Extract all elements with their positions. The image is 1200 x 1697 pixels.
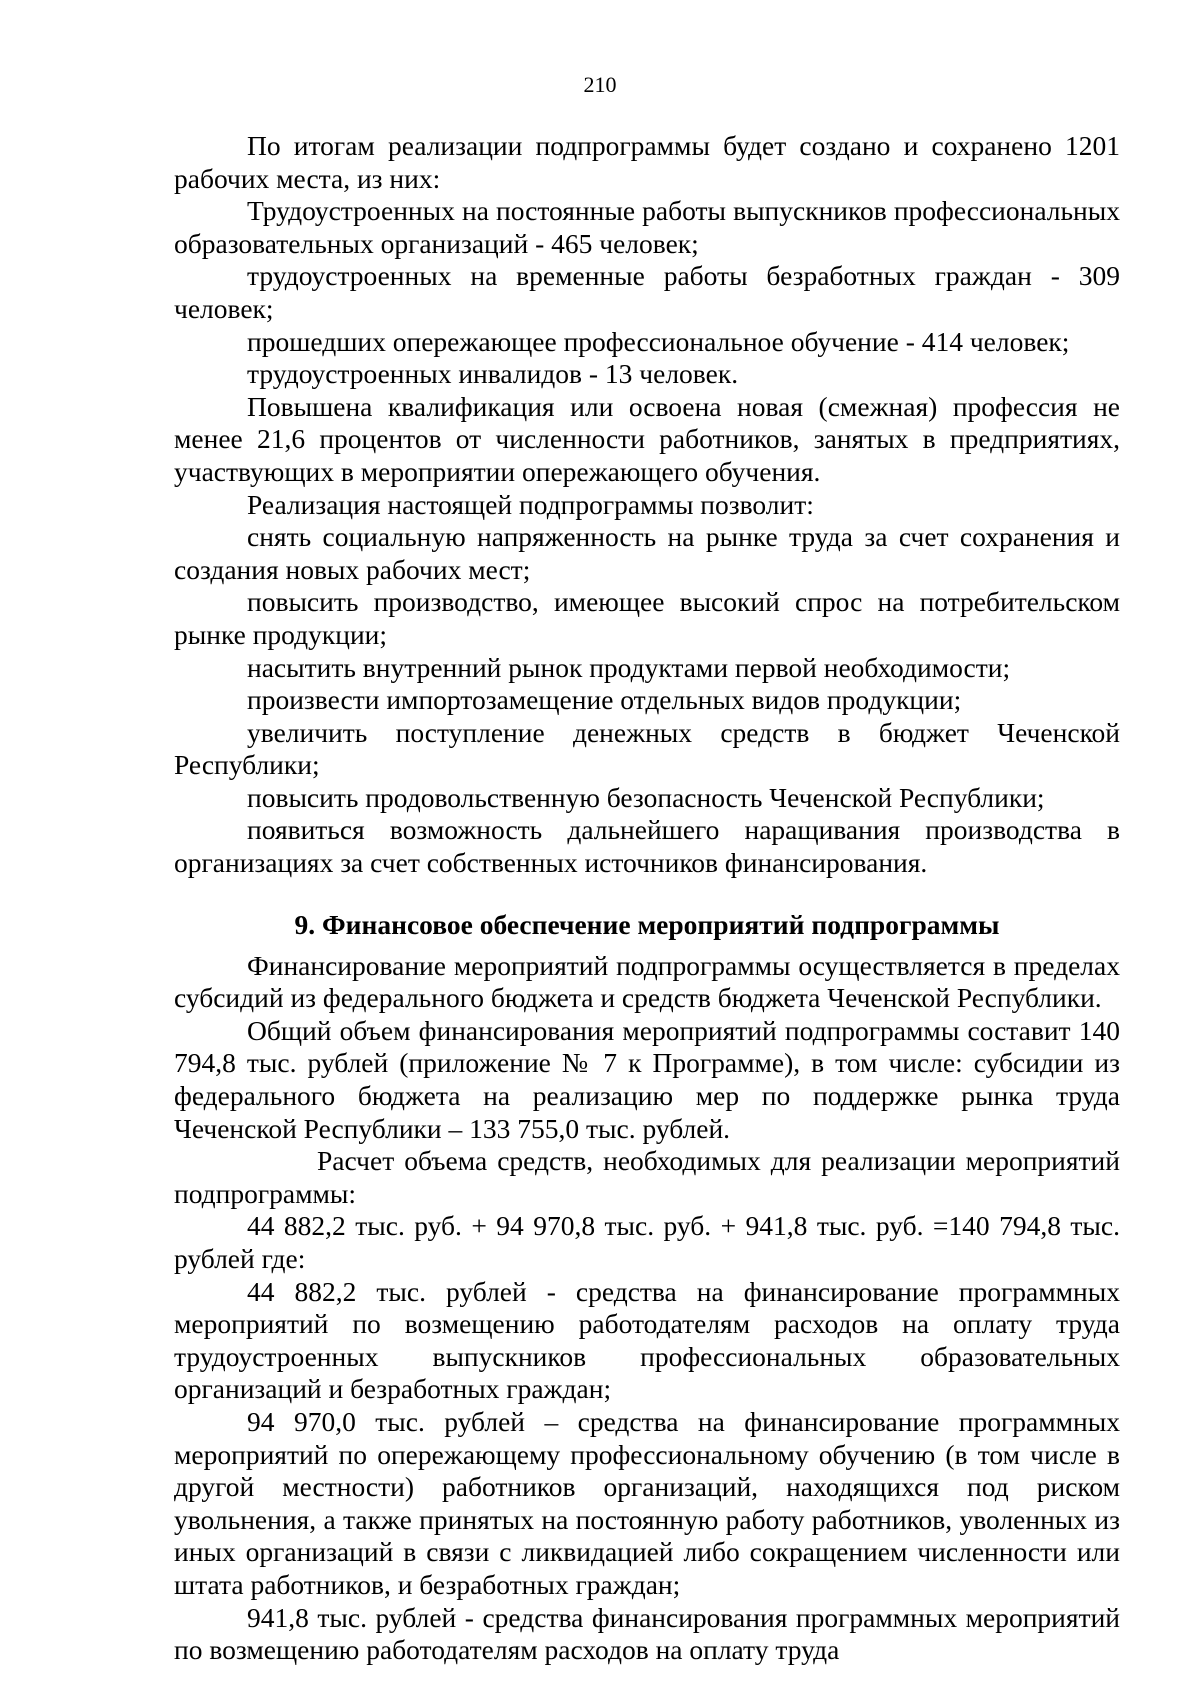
paragraph-calculation-formula: 44 882,2 тыс. руб. + 94 970,8 тыс. руб. + 941,8 тыс. руб. =140 794,8 тыс. рублей где: xyxy=(174,1210,1120,1274)
paragraph-further-growth: появиться возможность дальнейшего наращивания производства в организациях за счет собственных источников финансирования. xyxy=(174,814,1120,879)
paragraph-advance-training: прошедших опережающее профессиональное обучение - 414 человек; xyxy=(247,325,1070,357)
paragraph-disabled-funds: 941,8 тыс. рублей - средства финансирования программных мероприятий по возмещению работодателям расходов на оплату труда xyxy=(174,1601,1120,1666)
page-number: 210 xyxy=(583,72,617,97)
paragraph-advance-training-funds: 94 970,0 тыс. рублей – средства на финансирование программных мероприятий по опережающему профессиональному обучению (в том числе в другой местности) работников организаций, находящихся под риском увольнения, а также принятых на постоянную работу работников, уволенных из иных организаций в связи с ликвидацией либо сокращением численности или штата работников, и безработных граждан; xyxy=(174,1405,1120,1600)
document-body xyxy=(174,130,1120,1667)
paragraph-increase-production: повысить производство, имеющее высокий спрос на потребительском рынке продукции; xyxy=(174,586,1120,650)
section-heading: 9. Финансовое обеспечение мероприятий подпрограммы xyxy=(294,908,1000,940)
paragraph-reduce-tension: снять социальную напряженность на рынке труда за счет сохранения и создания новых рабочих мест; xyxy=(174,521,1120,585)
paragraph-disabled: трудоустроенных инвалидов - 13 человек. xyxy=(247,358,739,390)
paragraph-food-security: повысить продовольственную безопасность Чеченской Республики; xyxy=(247,781,1045,813)
paragraph-budget-revenue: увеличить поступление денежных средств в бюджет Чеченской Республики; xyxy=(174,716,1120,781)
paragraph-saturate-market: насытить внутренний рынок продуктами первой необходимости; xyxy=(247,651,1011,683)
paragraph-temporary-jobs: трудоустроенных на временные работы безработных граждан - 309 человек; xyxy=(174,260,1120,324)
paragraph-total-volume: Общий объем финансирования мероприятий подпрограммы составит 140 794,8 тыс. рублей (приложение № 7 к Программе), в том числе: субсидии из федерального бюджета на реализацию мер по поддержке рынка труда Чеченской Республики – 133 755,0 тыс. рублей. xyxy=(174,1014,1120,1144)
paragraph-financing-source: Финансирование мероприятий подпрограммы осуществляется в пределах субсидий из федерального бюджета и средств бюджета Чеченской Республики. xyxy=(174,949,1120,1014)
paragraph-implementation-intro: Реализация настоящей подпрограммы позволит: xyxy=(247,488,814,520)
paragraph-graduates: Трудоустроенных на постоянные работы выпускников профессиональных образовательных организаций - 465 человек; xyxy=(174,195,1120,259)
paragraph-jobs-summary: По итогам реализации подпрограммы будет создано и сохранено 1201 рабочих места, из них: xyxy=(174,130,1120,194)
paragraph-calculation-intro: Расчет объема средств, необходимых для реализации мероприятий подпрограммы: xyxy=(174,1145,1120,1209)
paragraph-wage-compensation: 44 882,2 тыс. рублей - средства на финансирование программных мероприятий по возмещению работодателям расходов на оплату труда трудоустроенных выпускников профессиональных образовательных организаций и безработных граждан; xyxy=(174,1275,1120,1405)
paragraph-qualification: Повышена квалификация или освоена новая (смежная) профессия не менее 21,6 процентов от численности работников, занятых в предприятиях, участвующих в мероприятии опережающего обучения. xyxy=(174,390,1120,487)
paragraph-import-substitution: произвести импортозамещение отдельных видов продукции; xyxy=(247,684,962,716)
